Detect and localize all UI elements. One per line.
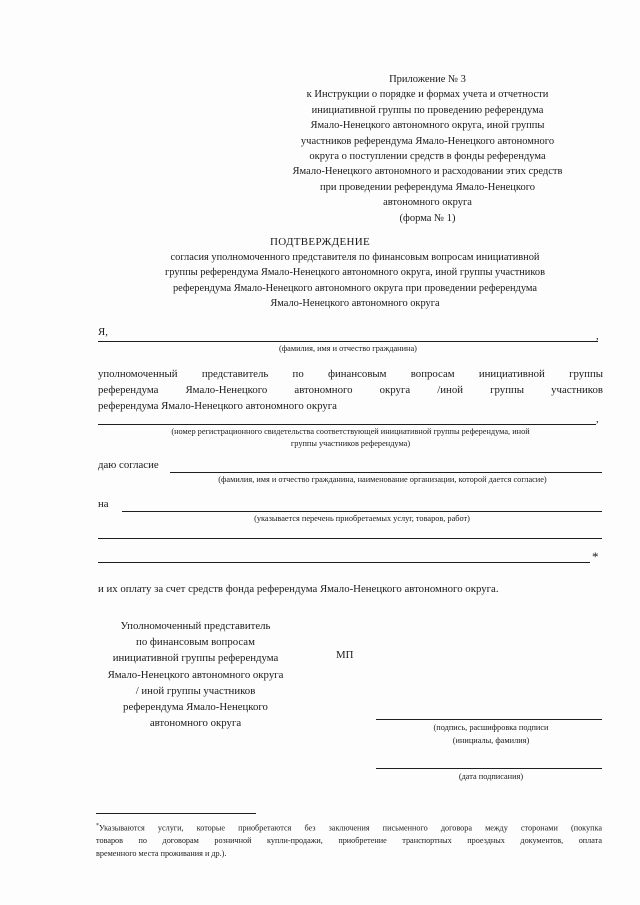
representative-line: уполномоченный представитель по финансовым вопросам инициативной группы bbox=[98, 368, 603, 380]
appendix-header bbox=[250, 72, 605, 226]
signer-line: Уполномоченный представитель bbox=[120, 620, 271, 632]
subtitle-line: Ямало-Ненецкого автономного округа bbox=[270, 297, 440, 309]
consent-fill-line[interactable] bbox=[170, 472, 602, 473]
signature-fill-line[interactable] bbox=[376, 719, 602, 720]
signer-line: по финансовым вопросам bbox=[136, 636, 255, 649]
appendix-line: (форма № 1) bbox=[399, 212, 456, 224]
appendix-line: Приложение № 3 bbox=[389, 74, 466, 85]
signature-caption-2: (инициалы, фамилия) bbox=[452, 736, 530, 745]
certificate-comma: , bbox=[596, 413, 599, 425]
signature-block bbox=[88, 618, 303, 731]
na-label: на bbox=[98, 498, 109, 510]
date-fill-line[interactable] bbox=[376, 768, 602, 769]
date-caption: (дата подписания) bbox=[458, 772, 524, 781]
footnote-line: временного места проживания и др.). bbox=[96, 848, 227, 858]
document-subtitle bbox=[90, 250, 620, 311]
seal-label: МП bbox=[336, 649, 354, 661]
appendix-line: участников референдума Ямало-Ненецкого автономного bbox=[300, 135, 555, 147]
consent-label: даю согласие bbox=[98, 459, 159, 471]
signer-line: инициативной группы референдума bbox=[112, 652, 279, 665]
representative-line: референдума Ямало-Ненецкого автономного округа bbox=[98, 400, 337, 412]
certificate-caption-2: группы участников референдума) bbox=[290, 439, 411, 448]
signer-line: / иной группы участников bbox=[135, 684, 256, 697]
goods-fill-line-3[interactable] bbox=[98, 562, 590, 563]
footnote-separator bbox=[96, 813, 256, 814]
goods-caption: (указывается перечень приобретаемых услуг, товаров, работ) bbox=[254, 514, 470, 523]
certificate-caption-1: (номер регистрационного свидетельства соответствующей инициативной группы референдума, иной bbox=[171, 427, 530, 436]
ya-label: Я, bbox=[98, 326, 108, 338]
subtitle-line: согласия уполномоченного представителя по финансовым вопросам инициативной bbox=[170, 252, 540, 263]
appendix-line: инициативной группы по проведению референдума bbox=[311, 104, 544, 116]
ya-comma: , bbox=[596, 330, 599, 342]
subtitle-line: референдума Ямало-Ненецкого автономного округа при проведении референдума bbox=[172, 282, 538, 294]
signer-line: референдума Ямало-Ненецкого bbox=[123, 701, 268, 714]
representative-line: референдума Ямало-Ненецкого автономного округа /иной группы участников bbox=[98, 384, 603, 396]
footnote-mark: * bbox=[96, 823, 99, 829]
subtitle-line: группы референдума Ямало-Ненецкого автономного округа, иной группы участников bbox=[165, 267, 545, 279]
goods-footnote-mark: * bbox=[592, 549, 599, 564]
footnote-text: Указываются услуги, которые приобретаются без заключения письменного договора между сторонами (покупка bbox=[99, 823, 602, 833]
signature-caption-1: (подпись, расшифровка подписи bbox=[433, 723, 549, 732]
signer-line: автономного округа bbox=[149, 717, 242, 730]
appendix-line: при проведении референдума Ямало-Ненецкого bbox=[319, 181, 536, 193]
appendix-line: автономного округа bbox=[383, 197, 472, 209]
payment-text: и их оплату за счет средств фонда референдума Ямало-Ненецкого автономного округа. bbox=[98, 583, 499, 595]
document-title: ПОДТВЕРЖДЕНИЕ bbox=[270, 236, 370, 248]
appendix-line: Ямало-Ненецкого автономного и расходовании этих средств bbox=[292, 166, 563, 178]
fio-fill-line[interactable] bbox=[98, 341, 598, 342]
signer-line: Ямало-Ненецкого автономного округа bbox=[107, 668, 284, 681]
footnote-line bbox=[96, 820, 602, 835]
appendix-line: Ямало-Ненецкого автономного округа, иной группы bbox=[310, 120, 545, 132]
appendix-line: к Инструкции о порядке и формах учета и отчетности bbox=[306, 89, 549, 101]
goods-fill-line-2[interactable] bbox=[98, 538, 602, 539]
goods-fill-line[interactable] bbox=[122, 511, 602, 512]
fio-caption: (фамилия, имя и отчество гражданина) bbox=[279, 344, 417, 353]
footnote-line: товаров по договорам розничной купли-продажи, приобретение транспортных проездных документов, оплата bbox=[96, 836, 602, 846]
appendix-line: округа о поступлении средств в фонды референдума bbox=[309, 151, 546, 163]
consent-caption: (фамилия, имя и отчество гражданина, наименование организации, которой дается согласие) bbox=[218, 475, 547, 484]
footnote bbox=[96, 820, 602, 860]
representative-paragraph bbox=[98, 366, 603, 414]
certificate-fill-line[interactable] bbox=[98, 424, 596, 425]
